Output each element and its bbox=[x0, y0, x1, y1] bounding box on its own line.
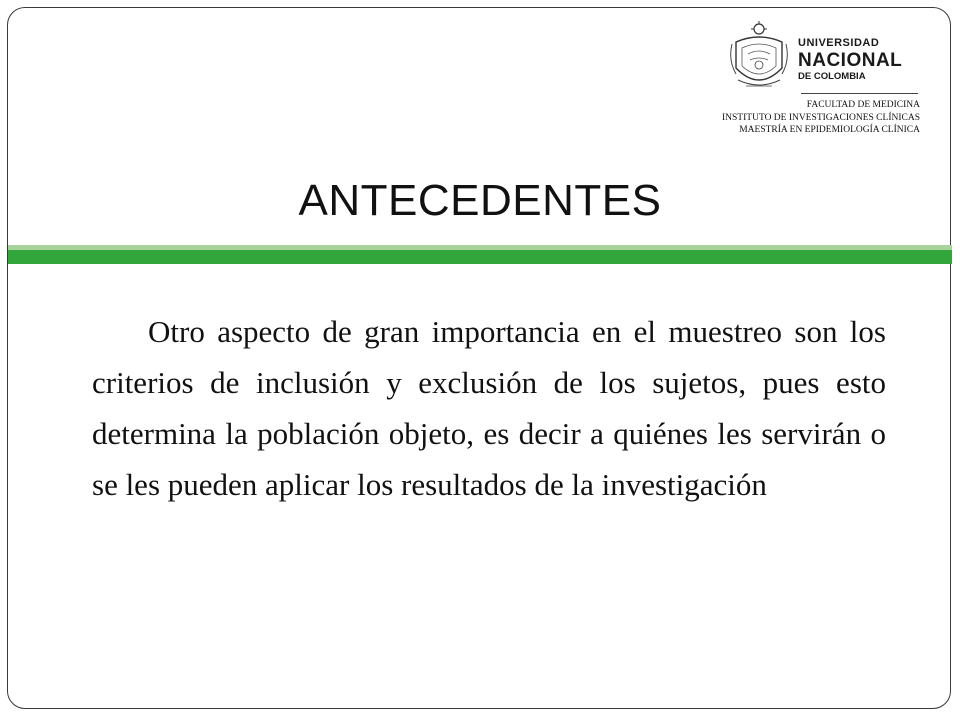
slide-title: ANTECEDENTES bbox=[298, 176, 662, 225]
university-logo bbox=[728, 18, 928, 98]
accent-band bbox=[8, 250, 952, 264]
slide-body-text: Otro aspecto de gran importancia en el muestreo son los criterios de inclusión y exclusión de los sujetos, pues esto determina la población objeto, es decir a quiénes les servirán o se les pueden aplicar los resultados de la investigación bbox=[92, 314, 886, 502]
coat-of-arms-icon bbox=[728, 20, 790, 96]
logo-divider bbox=[801, 93, 918, 94]
institute-line: INSTITUTO DE INVESTIGACIONES CLÍNICAS bbox=[722, 112, 920, 123]
university-name bbox=[798, 38, 902, 82]
university-name-line1: UNIVERSIDAD bbox=[798, 37, 880, 49]
faculty-info bbox=[722, 99, 920, 137]
program-line: MAESTRÍA EN EPIDEMIOLOGÍA CLÍNICA bbox=[739, 125, 920, 135]
university-name-line3: DE COLOMBIA bbox=[798, 71, 866, 82]
faculty-line: FACULTAD DE MEDICINA bbox=[806, 100, 920, 110]
university-name-line2: NACIONAL bbox=[798, 50, 903, 71]
